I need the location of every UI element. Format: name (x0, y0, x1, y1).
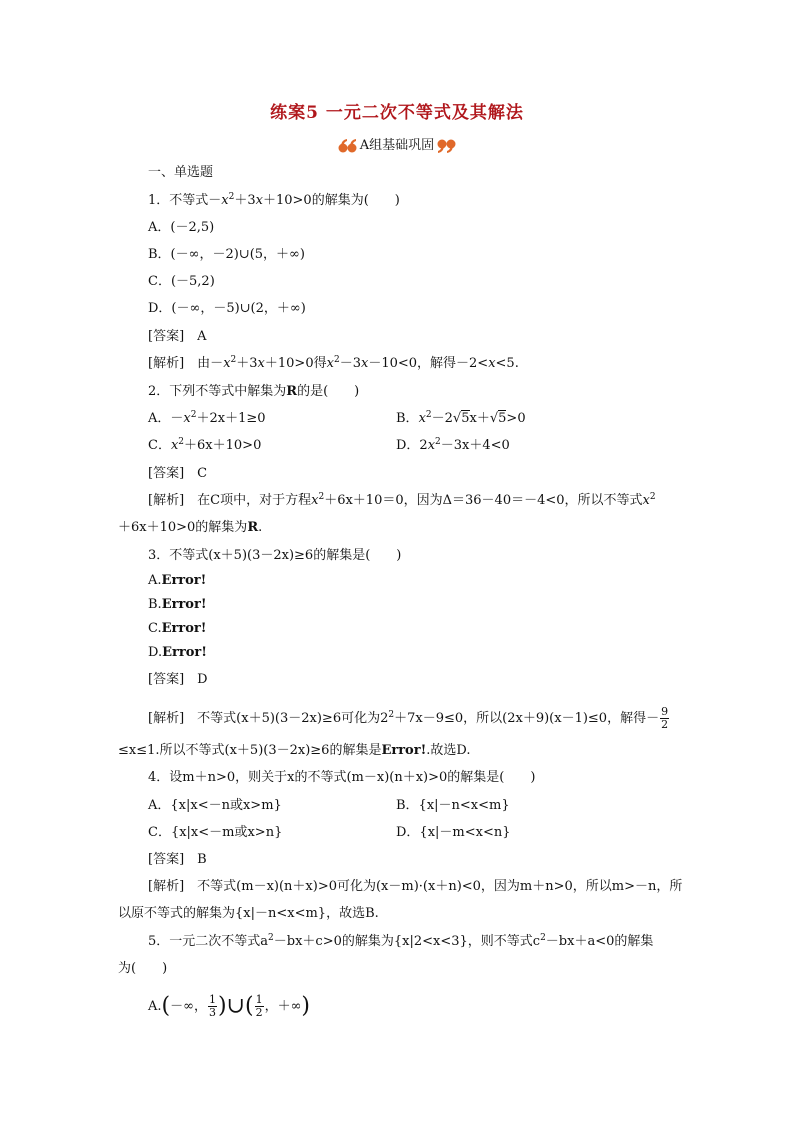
q2-option-a: A．$-x^2+2x+1\ge 0$ (148, 410, 266, 426)
close-quote-icon (436, 138, 456, 154)
fraction-nine-halves: $\frac{9}{2}$ (661, 705, 669, 731)
group-label: A组基础巩固 (359, 138, 435, 153)
q4-option-a: A．{x|x<－n或x>m} (148, 798, 282, 813)
q5-stem-line2: 为( ) (118, 961, 168, 976)
q1-answer: [答案] A (148, 329, 207, 344)
q2-stem: 2．下列不等式中解集为R的是( ) (148, 384, 360, 399)
q2-analysis-line2: ＋6x＋10>0的解集为R. (118, 520, 263, 535)
q4-option-d: D．{x|－m<x<n} (396, 825, 511, 840)
q3-option-b: B.Error! (148, 597, 207, 612)
q2-option-d: D．$2x^2-3x+4<0$ (396, 437, 510, 453)
q3-analysis-line1: [解析] 不等式(x＋5)(3－2x)≥6可化为$2^2+7x-9\le 0$，所以(2x＋9)(x－1)≤0，解得－ $\frac{9}{2}$ (148, 705, 669, 731)
q1-stem: 1．不等式$-x^2+3x+10>0$的解集为( ) (148, 192, 400, 208)
open-quote-icon (338, 138, 358, 154)
q1-option-d: D．(－∞，－5)∪(2，＋∞) (148, 301, 306, 316)
page-title: 练案5 一元二次不等式及其解法 (270, 103, 524, 123)
q1-option-c: C．(－5,2) (148, 274, 215, 289)
q2-option-b: B．$x^2-2√5x+√5>0$ (396, 410, 526, 426)
q4-answer: [答案] B (148, 852, 207, 867)
q4-analysis-line1: [解析] 不等式(m－x)(n＋x)>0可化为(x－m)·(x＋n)<0，因为m＋n>0，所以m>－n，所 (148, 879, 683, 894)
q3-answer: [答案] D (148, 672, 208, 687)
q3-option-a: A.Error! (148, 573, 207, 588)
q3-option-d: D.Error! (148, 645, 207, 660)
q3-option-c: C.Error! (148, 621, 207, 636)
q2-option-c: C．$x^2+6x+10>0$ (148, 437, 262, 453)
q3-stem: 3．不等式(x＋5)(3－2x)≥6的解集是( ) (148, 548, 402, 563)
q1-option-b: B．(－∞，－2)∪(5，＋∞) (148, 247, 305, 262)
q1-option-a: A．(－2,5) (148, 220, 215, 235)
q5-option-a: A.(－∞， $\frac{1}{3}$ )∪( $\frac{1}{2}$ ，＋∞) (148, 993, 311, 1019)
q2-answer: [答案] C (148, 466, 208, 481)
group-banner (0, 134, 794, 154)
q4-analysis-line2: 以原不等式的解集为{x|－n<x<m}，故选B. (118, 906, 379, 921)
q2-analysis-line1: [解析] 在C项中，对于方程$x^2+6x+10=0$，因为Δ＝36－40＝－4<0，所以不等式$x^2$ (148, 492, 656, 508)
q4-option-b: B．{x|－n<x<m} (396, 798, 510, 813)
q1-analysis: [解析] 由$-x^2+3x+10>0$得$x^2-3x-10<0$，解得－2<x<5. (148, 355, 519, 371)
q4-stem: 4．设m＋n>0，则关于x的不等式(m－x)(n＋x)>0的解集是( ) (148, 770, 536, 785)
q3-analysis-line2: ≤x≤1.所以不等式(x＋5)(3－2x)≥6的解集是Error!.故选D. (118, 743, 471, 758)
q4-option-c: C．{x|x<－m或x>n} (148, 825, 283, 840)
section-heading: 一、单选题 (148, 165, 214, 180)
q5-stem-line1: 5．一元二次不等式$a^2-bx+c>0$的解集为{x|2<x<3}，则不等式$c^2-bx+a<0$的解集 (148, 933, 654, 949)
